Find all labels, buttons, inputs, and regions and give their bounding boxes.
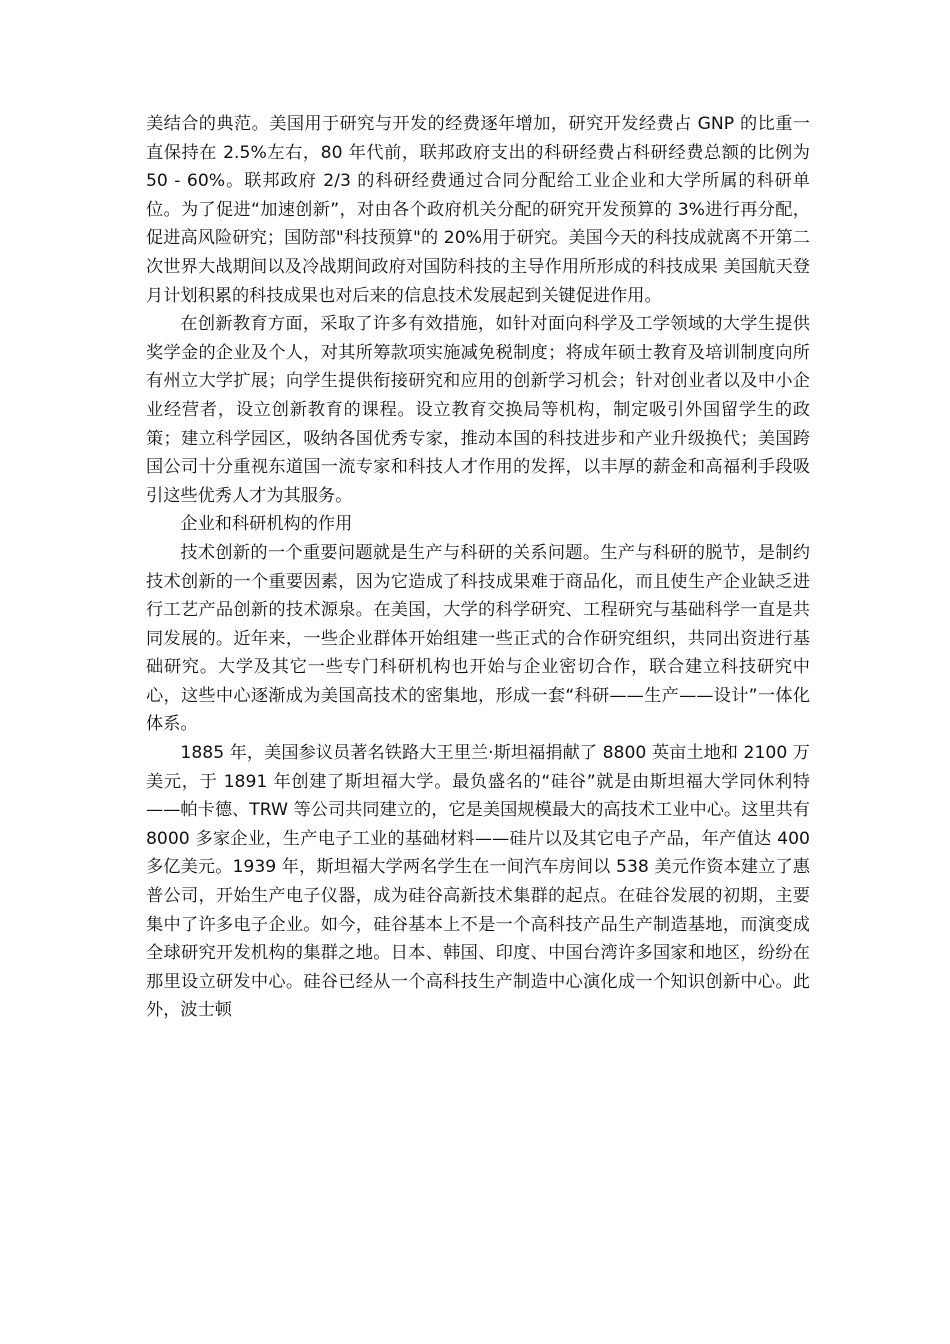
- paragraph-us-rd-funding: 美结合的典范。美国用于研究与开发的经费逐年增加，研究开发经费占 GNP 的比重一直保持在 2.5%左右，80 年代前，联邦政府支出的科研经费占科研经费总额的比例为 50 - 60%。联邦政府 2/3 的科研经费通过合同分配给工业企业和大学所属的科研单位。为了促进“加速创新”，对由各个政府机关分配的研究开发预算的 3%进行再分配，促进高风险研究；国防部"科技预算"的 20%用于研究。美国今天的科技成就离不开第二次世界大战期间以及冷战期间政府对国防科技的主导作用所形成的科技成果 美国航天登月计划积累的科技成果也对后来的信息技术发展起到关键促进作用。: [146, 114, 810, 306]
- paragraph-stanford-silicon-valley: 1885 年，美国参议员著名铁路大王里兰·斯坦福捐献了 8800 英亩土地和 2100 万美元，于 1891 年创建了斯坦福大学。最负盛名的“硅谷”就是由斯坦福大学同休利特——帕卡德、TRW 等公司共同建立的，它是美国规模最大的高技术工业中心。这里共有 8000 多家企业，生产电子工业的基础材料——硅片以及其它电子产品，年产值达 400 多亿美元。1939 年，斯坦福大学两名学生在一间汽车房间以 538 美元作资本建立了惠普公司，开始生产电子仪器，成为硅谷高新技术集群的起点。在硅谷发展的初期，主要集中了许多电子企业。如今，硅谷基本上不是一个高科技产品生产制造基地，而演变成全球研究开发机构的集群之地。日本、韩国、印度、中国台湾许多国家和地区，纷纷在那里设立研发中心。硅谷已经从一个高科技生产制造中心演化成一个知识创新中心。此外，波士顿: [146, 743, 810, 1021]
- paragraph-innovation-education: 在创新教育方面，采取了许多有效措施，如针对面向科学及工学领域的大学生提供奖学金的企业及个人，对其所筹款项实施减免税制度；将成年硕士教育及培训制度向所有州立大学扩展；向学生提供衔接研究和应用的创新学习机会；针对创业者以及中小企业经营者，设立创新教育的课程。设立教育交换局等机构，制定吸引外国留学生的政策；建立科学园区，吸纳各国优秀专家，推动本国的科技进步和产业升级换代；美国跨国公司十分重视东道国一流专家和科技人才作用的发挥，以丰厚的薪金和高福利手段吸引这些优秀人才为其服务。: [146, 314, 810, 506]
- section-heading-enterprise-research: 企业和科研机构的作用: [180, 514, 353, 535]
- document-page: [146, 110, 810, 1025]
- paragraph-production-research-relation: 技术创新的一个重要问题就是生产与科研的关系问题。生产与科研的脱节，是制约技术创新的一个重要因素，因为它造成了科技成果难于商品化，而且使生产企业缺乏进行工艺产品创新的技术源泉。在美国，大学的科学研究、工程研究与基础科学一直是共同发展的。近年来，一些企业群体开始组建一些正式的合作研究组织，共同出资进行基础研究。大学及其它一些专门科研机构也开始与企业密切合作，联合建立科技研究中心，这些中心逐渐成为美国高技术的密集地，形成一套“科研——生产——设计”一体化体系。: [146, 542, 810, 735]
